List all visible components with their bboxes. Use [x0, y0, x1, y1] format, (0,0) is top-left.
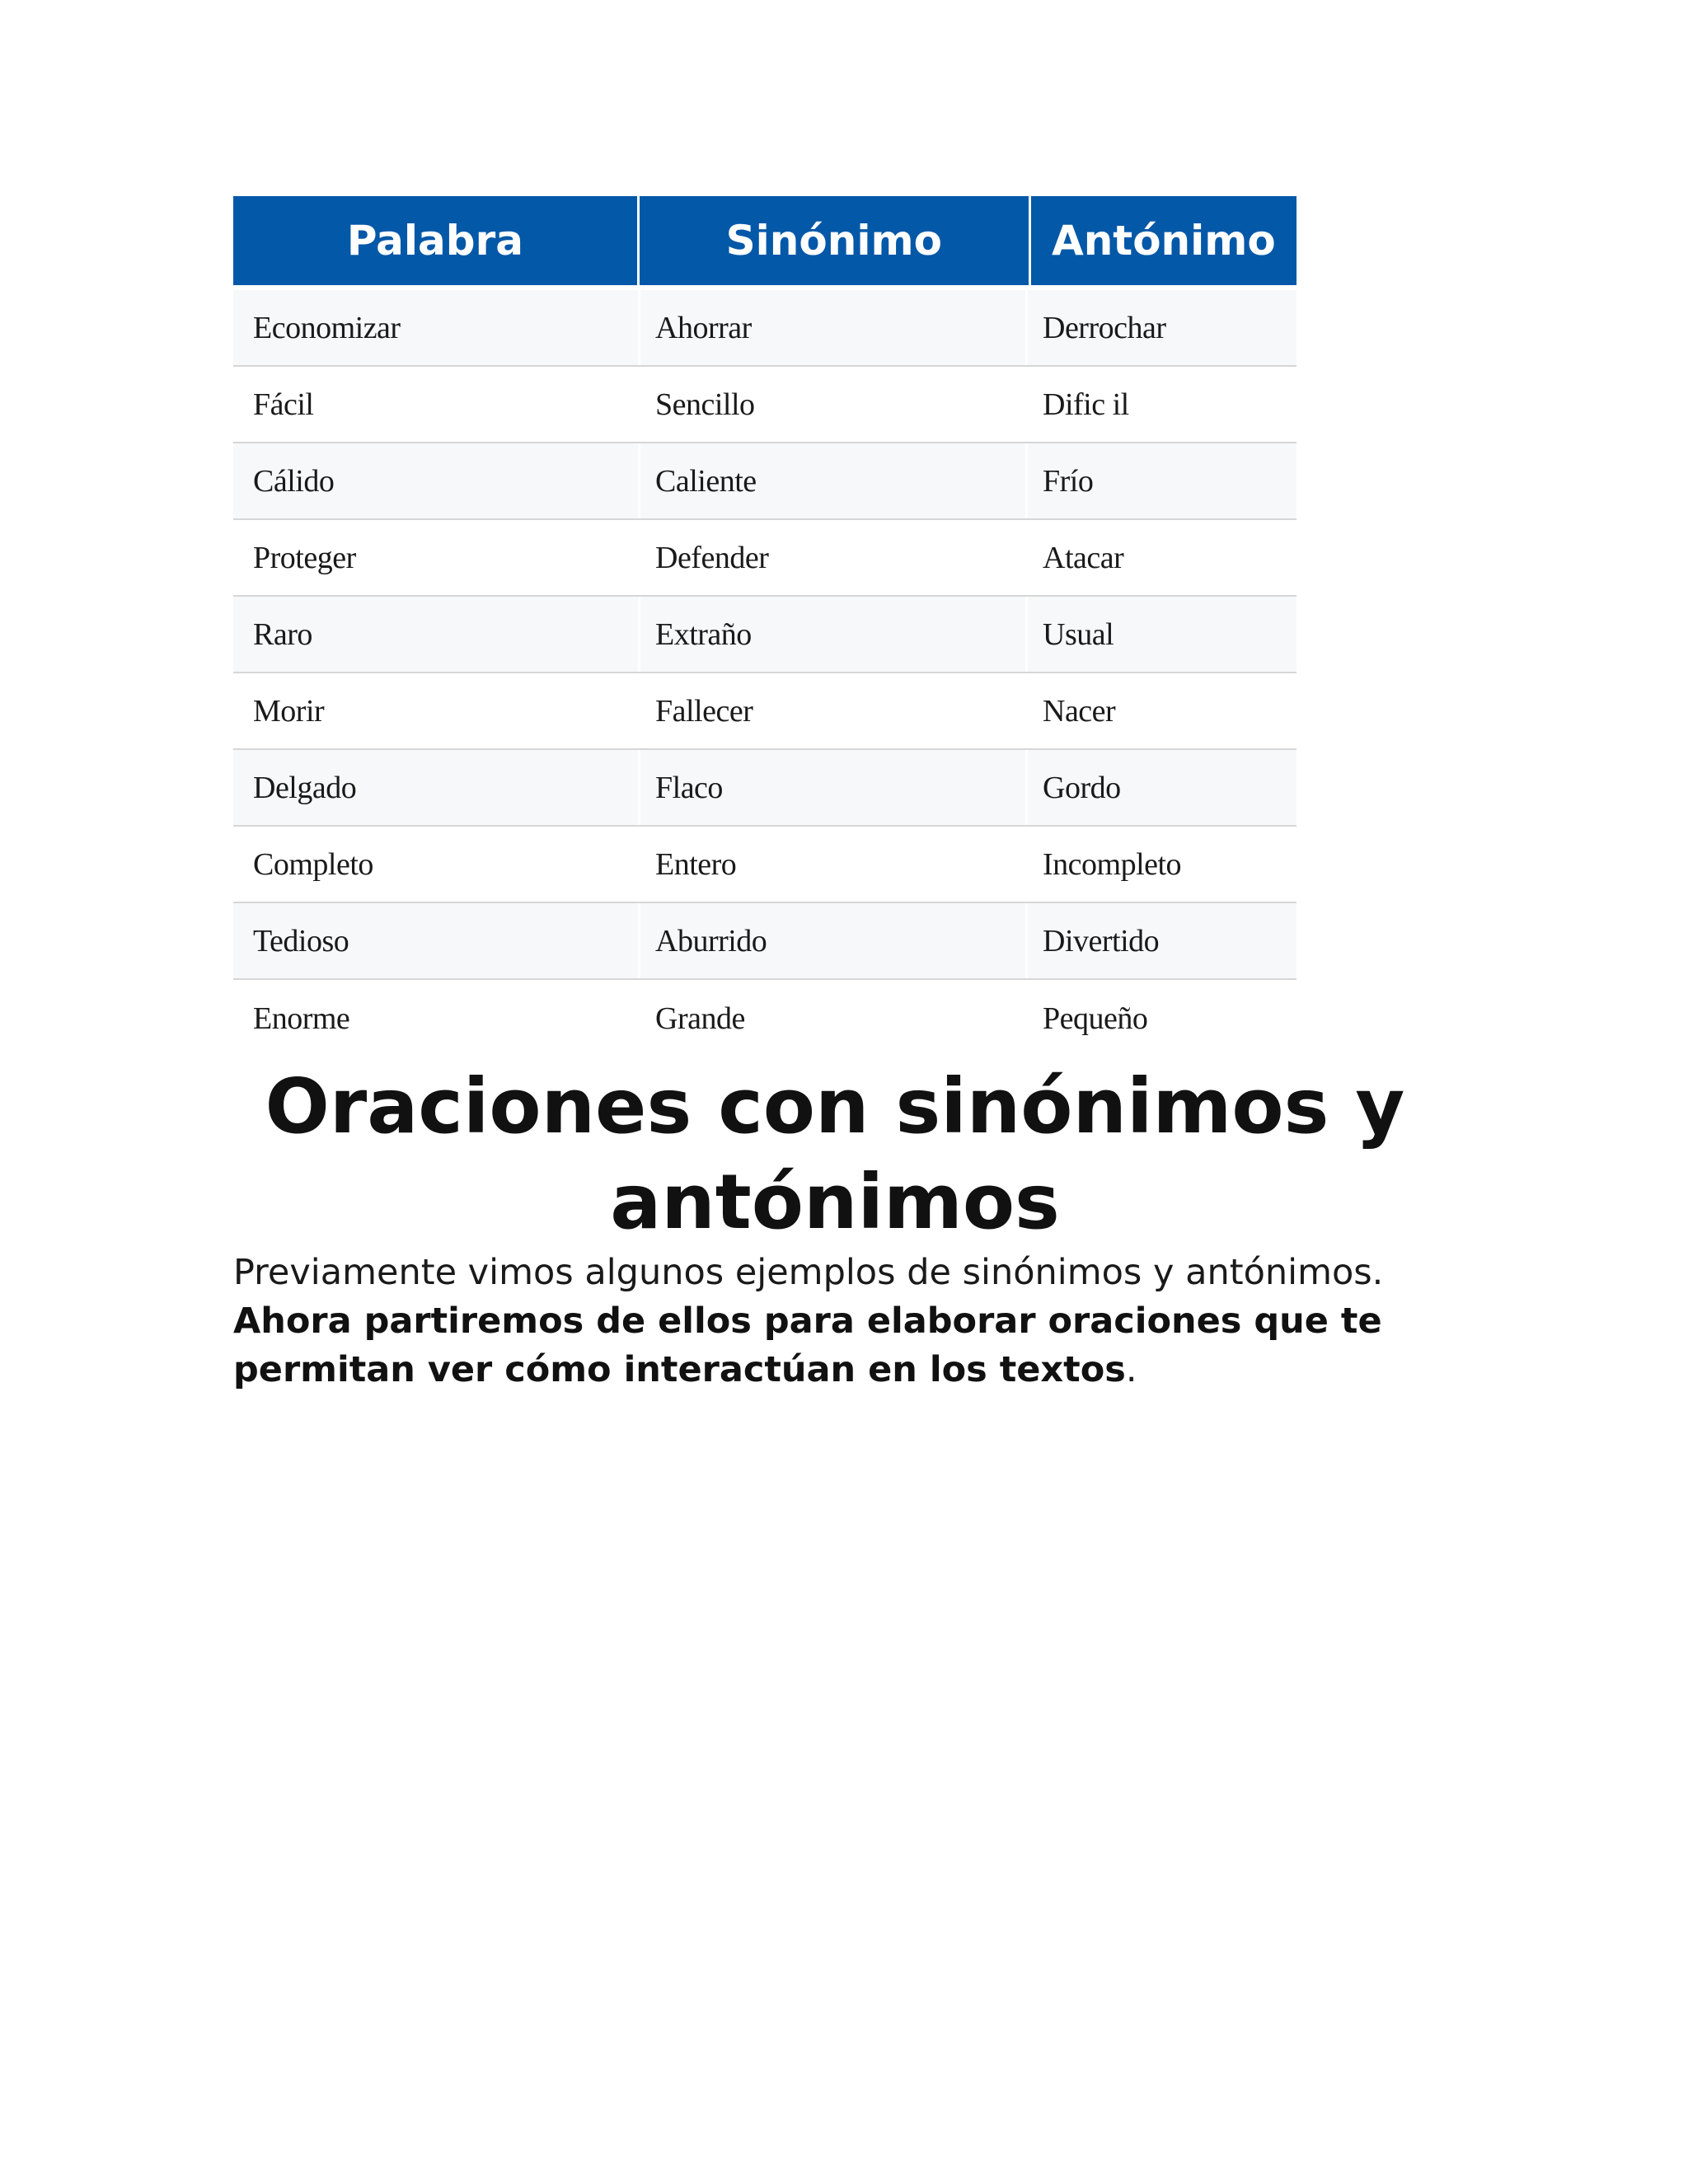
table-row [233, 367, 1296, 443]
intro-paragraph [233, 1249, 1437, 1394]
synonym-antonym-table [233, 196, 1296, 1057]
cell-palabra: Morir [253, 693, 325, 729]
cell-palabra: Economizar [233, 290, 640, 365]
cell-palabra: Delgado [233, 750, 640, 825]
table-row [233, 673, 1296, 750]
cell-sinonimo: Defender [655, 540, 769, 575]
cell-palabra: Completo [253, 846, 373, 882]
cell-palabra: Raro [233, 597, 640, 672]
header-sinonimo: Sinónimo [640, 196, 1031, 285]
cell-sinonimo: Fallecer [655, 693, 753, 729]
cell-palabra: Enorme [253, 1001, 350, 1036]
section-heading [233, 1059, 1437, 1250]
table-row [233, 290, 1296, 367]
cell-antonimo: Atacar [1043, 540, 1124, 575]
cell-antonimo: Frío [1043, 463, 1094, 499]
table-row [233, 903, 1296, 980]
cell-antonimo: Usual [1043, 616, 1114, 652]
cell-antonimo: Pequeño [1043, 1001, 1148, 1036]
cell-antonimo: Gordo [1043, 770, 1121, 805]
table-header [233, 196, 1296, 285]
cell-palabra: Proteger [253, 540, 356, 575]
cell-antonimo: Dific il [1043, 387, 1129, 422]
cell-palabra: Cálido [233, 443, 640, 518]
cell-sinonimo: Extraño [640, 597, 1028, 672]
header-antonimo: Antónimo [1031, 196, 1296, 285]
cell-sinonimo: Aburrido [640, 903, 1028, 978]
table-row [233, 827, 1296, 903]
paragraph-bold-text: Ahora partiremos de ellos para elaborar oraciones que te permitan ver cómo interactúan en los textos [233, 1301, 1382, 1390]
table-row [233, 520, 1296, 597]
cell-sinonimo: Sencillo [655, 387, 755, 422]
table-row [233, 597, 1296, 673]
cell-sinonimo: Caliente [640, 443, 1028, 518]
cell-sinonimo: Entero [655, 846, 737, 882]
cell-antonimo: Incompleto [1043, 846, 1182, 882]
table-row [233, 750, 1296, 827]
table-row [233, 980, 1296, 1057]
cell-palabra: Fácil [253, 387, 314, 422]
cell-antonimo: Divertido [1043, 923, 1160, 958]
heading-line-2: antónimos [610, 1158, 1060, 1246]
cell-sinonimo: Grande [655, 1001, 745, 1036]
cell-sinonimo: Ahorrar [640, 290, 1028, 365]
cell-antonimo: Nacer [1043, 693, 1116, 729]
paragraph-end-text: . [1125, 1349, 1137, 1390]
cell-palabra: Tedioso [233, 903, 640, 978]
paragraph-regular-text: Previamente vimos algunos ejemplos de sinónimos y antónimos. [233, 1252, 1384, 1293]
table-row [233, 443, 1296, 520]
heading-line-1: Oraciones con sinónimos y [265, 1062, 1405, 1151]
header-palabra: Palabra [233, 196, 640, 285]
cell-antonimo: Derrochar [1043, 310, 1166, 345]
cell-sinonimo: Flaco [640, 750, 1028, 825]
